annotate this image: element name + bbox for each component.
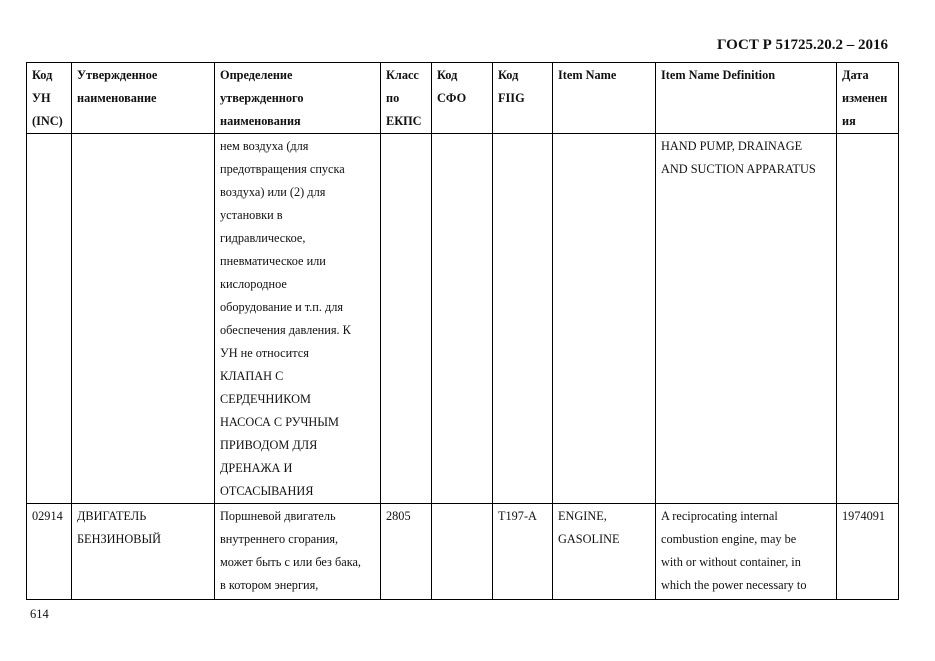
cell-change-date	[837, 134, 899, 504]
cell-sfo-code	[432, 504, 493, 600]
cell-approved-name	[72, 134, 215, 504]
cell-fiig-code: T197-A	[493, 504, 553, 600]
table-row	[27, 134, 899, 504]
cell-fiig-code	[493, 134, 553, 504]
col-header-change-date: Дата изменен ия	[837, 63, 899, 134]
cell-item-name-definition: HAND PUMP, DRAINAGE AND SUCTION APPARATUS	[656, 134, 837, 504]
table-header-row	[27, 63, 899, 134]
cell-sfo-code	[432, 134, 493, 504]
standard-designation: ГОСТ Р 51725.20.2 – 2016	[716, 37, 888, 53]
col-header-approved-name: Утвержденное наименование	[72, 63, 215, 134]
col-header-sfo-code: Код СФО	[432, 63, 493, 134]
inc-table	[26, 62, 899, 600]
cell-approved-name: ДВИГАТЕЛЬ БЕНЗИНОВЫЙ	[72, 504, 215, 600]
table-row	[27, 504, 899, 600]
cell-ekps-class	[381, 134, 432, 504]
cell-item-name: ENGINE, GASOLINE	[553, 504, 656, 600]
cell-definition: Поршневой двигатель внутреннего сгорания, может быть с или без бака, в котором энергия,	[215, 504, 381, 600]
col-header-item-name-definition: Item Name Definition	[656, 63, 837, 134]
cell-inc: 02914	[27, 504, 72, 600]
col-header-definition: Определение утвержденного наименования	[215, 63, 381, 134]
cell-inc	[27, 134, 72, 504]
cell-item-name-definition: A reciprocating internal combustion engine, may be with or without container, in which the power necessary to	[656, 504, 837, 600]
page-number: 614	[30, 607, 49, 621]
col-header-item-name: Item Name	[553, 63, 656, 134]
col-header-ekps-class: Класс по ЕКПС	[381, 63, 432, 134]
cell-ekps-class: 2805	[381, 504, 432, 600]
cell-change-date: 1974091	[837, 504, 899, 600]
col-header-inc: Код УН (INC)	[27, 63, 72, 134]
col-header-fiig-code: Код FIIG	[493, 63, 553, 134]
cell-definition: нем воздуха (для предотвращения спуска воздуха) или (2) для установки в гидравлическое, пневматическое или кислородное оборудование и т.п. для обеспечения давления. К УН не относится КЛАПАН С СЕРДЕЧНИКОМ НАСОСА С РУЧНЫМ ПРИВОДОМ ДЛЯ ДРЕНАЖА И ОТСАСЫВАНИЯ	[215, 134, 381, 504]
cell-item-name	[553, 134, 656, 504]
